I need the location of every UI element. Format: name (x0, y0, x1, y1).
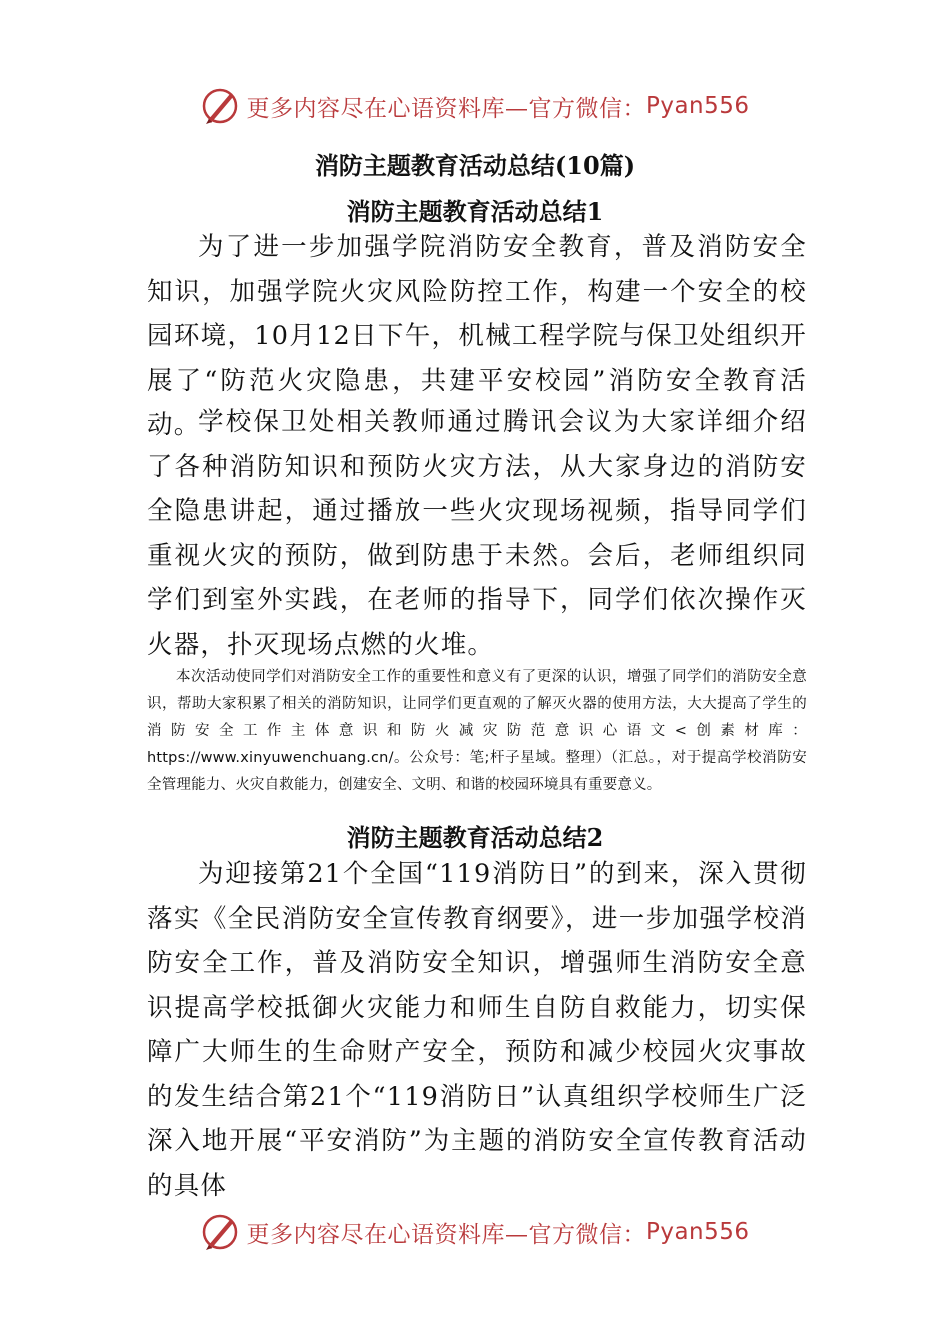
banner-wechat-id: Pyan556 (645, 1219, 750, 1245)
banner-wechat-id: Pyan556 (645, 93, 750, 119)
footer-banner (0, 1212, 950, 1252)
section-2-title: 消防主题教育活动总结2 (346, 823, 604, 852)
section-1-paragraph-3: 本次活动使同学们对消防安全工作的重要性和意义有了更深的认识，增强了同学们的消防安全意识，帮助大家积累了相关的消防知识，让同学们更直观的了解灭火器的使用方法，大大提高了学生的消防安全工作主体意识和防火减灾防范意识心语文<创素材库：https://www.xinyuwenchuang.cn/。公众号：笔;杆子星域。整理）（汇总。，对于提高学校消防安全管理能力、火灾自救能力，创建安全、文明、和谐的校园环境具有重要意义。 (147, 669, 807, 793)
banner-text: 更多内容尽在心语资料库—官方微信： (246, 1221, 646, 1248)
banner-text: 更多内容尽在心语资料库—官方微信： (246, 95, 646, 122)
section-1-title: 消防主题教育活动总结1 (346, 197, 604, 226)
section-2-paragraph-1: 为迎接第21个全国“119消防日”的到来，深入贯彻落实《全民消防安全宣传教育纲要》，进一步加强学校消防安全工作，普及消防安全知识，增强师生消防安全意识提高学校抵御火灾能力和师生自防自救能力，切实保障广大师生的生命财产安全，预防和减少校园火灾事故的发生结合第21个“119消防日”认真组织学校师生广泛深入地开展“平安消防”为主题的消防安全宣传教育活动的具体 (147, 859, 807, 1201)
section-1-paragraph-2: 学校保卫处相关教师通过腾讯会议为大家详细介绍了各种消防知识和预防火灾方法，从大家身边的消防安全隐患讲起，通过播放一些火灾现场视频，指导同学们重视火灾的预防，做到防患于未然。会后，老师组织同学们到室外实践，在老师的指导下，同学们依次操作灭火器，扑灭现场点燃的火堆。 (147, 407, 807, 660)
document-title: 消防主题教育活动总结(10篇) (314, 151, 636, 180)
pen-logo-icon (200, 1212, 240, 1252)
header-banner (0, 86, 950, 126)
pen-logo-icon (200, 86, 240, 126)
section-1-paragraph-1: 为了进一步加强学院消防安全教育，普及消防安全知识，加强学院火灾风险防控工作，构建一个安全的校园环境，10月12日下午，机械工程学院与保卫处组织开展了“防范火灾隐患，共建平安校园”消防安全教育活动。 (147, 232, 807, 440)
